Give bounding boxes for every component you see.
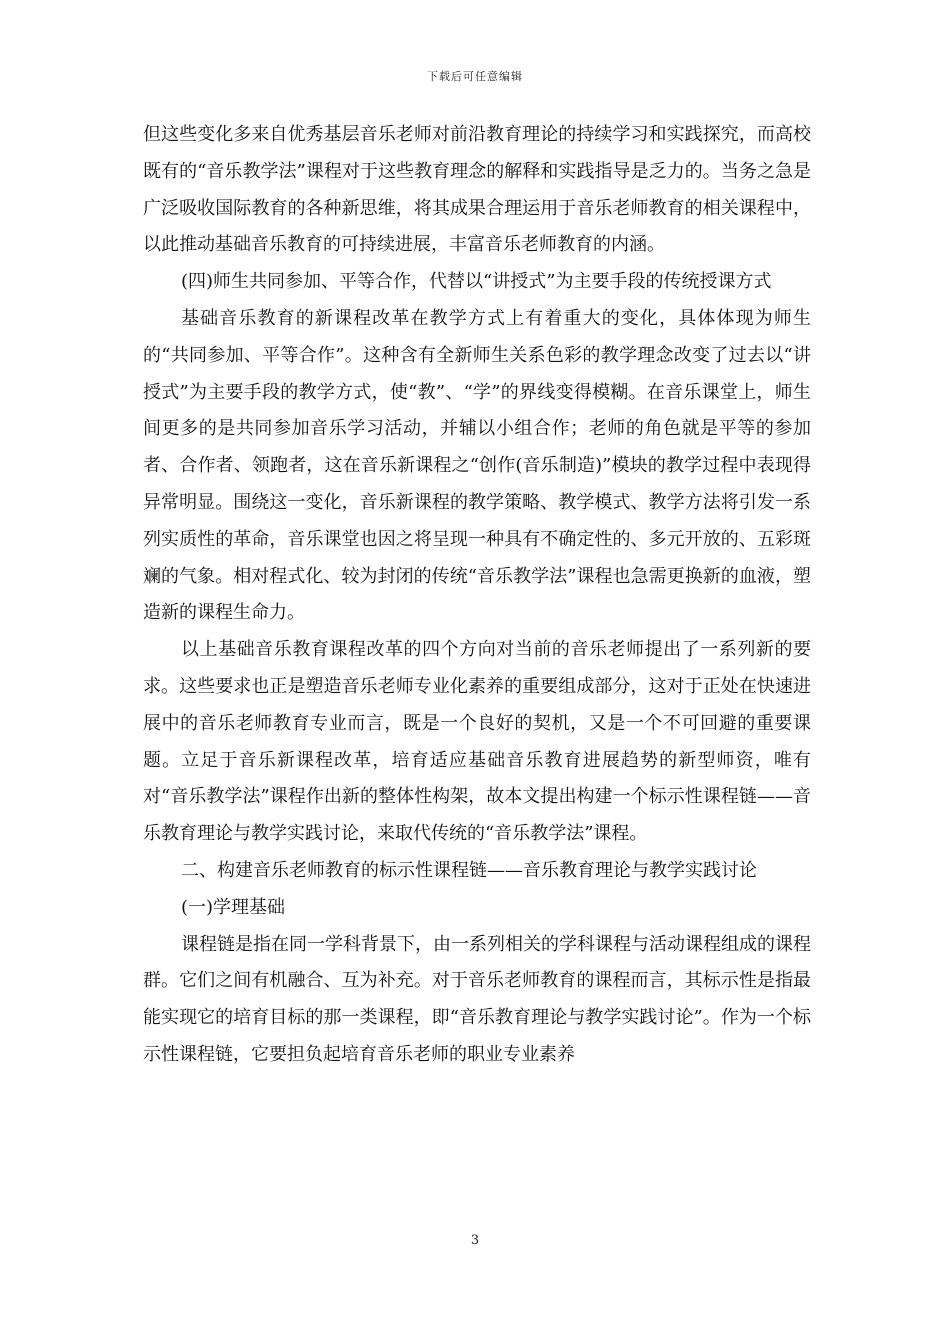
page-number: 3 [470, 1233, 480, 1248]
section-heading-4: (四)师生共同参加、平等合作，代替以“讲授式”为主要手段的传统授课方式 [181, 271, 772, 293]
document-body [143, 117, 811, 1074]
paragraph: 课程链是指在同一学科背景下，由一系列相关的学科课程与活动课程组成的课程群。它们之间有机融合、互为补充。对于音乐老师教育的课程而言，其标示性是指最能实现它的培育目标的那一类课程，即“音乐教育理论与教学实践讨论”。作为一个标示性课程链，它要担负起培育音乐老师的职业专业素养 [143, 933, 811, 1065]
paragraph: 但这些变化多来自优秀基层音乐老师对前沿教育理论的持续学习和实践探究，而高校既有的“音乐教学法”课程对于这些教育理念的解释和实践指导是乏力的。当务之急是广泛吸收国际教育的各种新思维，将其成果合理运用于音乐老师教育的相关课程中，以此推动基础音乐教育的可持续进展，丰富音乐老师教育的内涵。 [143, 124, 811, 256]
page-header: 下载后可任意编辑 [427, 70, 523, 83]
section-heading-2: 二、构建音乐老师教育的标示性课程链——音乐教育理论与教学实践讨论 [181, 859, 757, 881]
paragraph: 以上基础音乐教育课程改革的四个方向对当前的音乐老师提出了一系列新的要求。这些要求也正是塑造音乐老师专业化素养的重要组成部分，这对于正处在快速进展中的音乐老师教育专业而言，既是一个良好的契机，又是一个不可回避的重要课题。立足于音乐新课程改革，培育适应基础音乐教育进展趋势的新型师资，唯有对“音乐教学法”课程作出新的整体性构架，故本文提出构建一个标示性课程链——音乐教育理论与教学实践讨论，来取代传统的“音乐教学法”课程。 [143, 639, 811, 845]
subsection-heading-1: (一)学理基础 [181, 896, 286, 918]
paragraph: 基础音乐教育的新课程改革在教学方式上有着重大的变化，具体体现为师生的“共同参加、平等合作”。这种含有全新师生关系色彩的教学理念改变了过去以“讲授式”为主要手段的教学方式，使“教”、“学”的界线变得模糊。在音乐课堂上，师生间更多的是共同参加音乐学习活动，并辅以小组合作；老师的角色就是平等的参加者、合作者、领跑者，这在音乐新课程之“创作(音乐制造)”模块的教学过程中表现得异常明显。围绕这一变化，音乐新课程的教学策略、教学模式、教学方法将引发一系列实质性的革命，音乐课堂也因之将呈现一种具有不确定性的、多元开放的、五彩斑斓的气象。相对程式化、较为封闭的传统“音乐教学法”课程也急需更换新的血液，塑造新的课程生命力。 [143, 307, 811, 624]
